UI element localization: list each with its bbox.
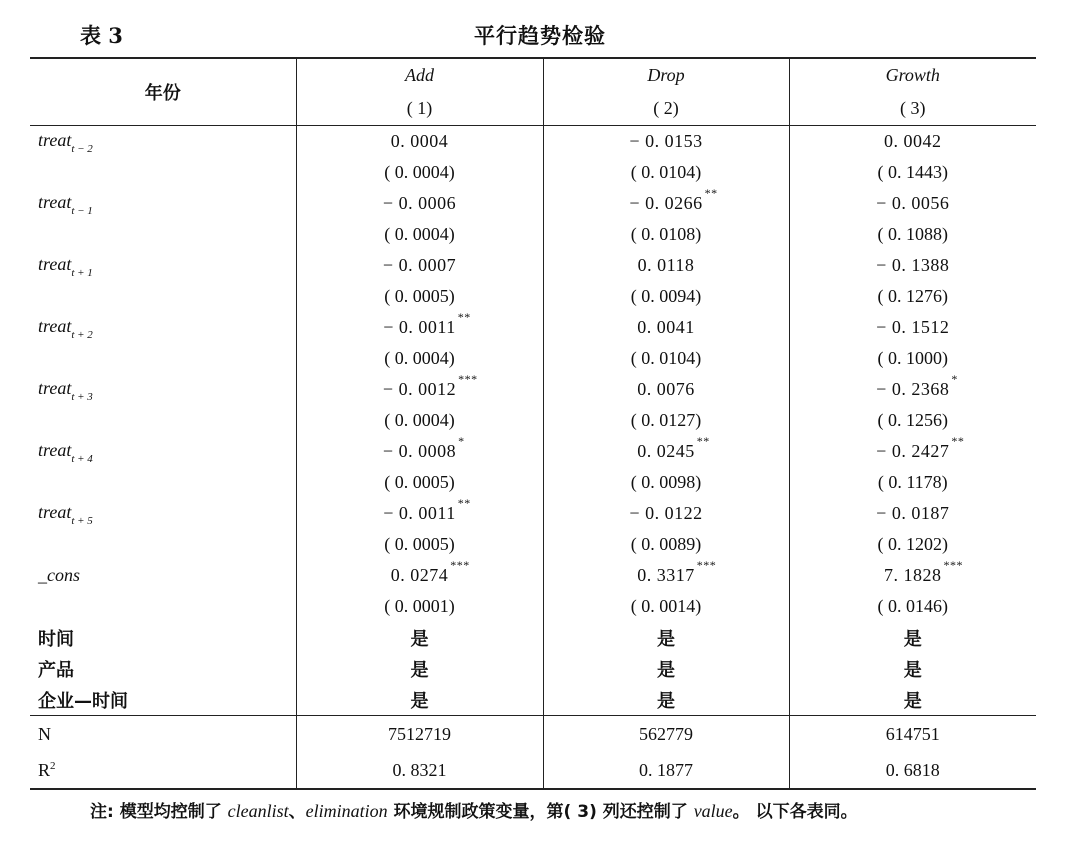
coef-value: 0. 0076 [637,379,695,399]
stat-label-superscript: 2 [50,759,56,772]
empty-label-cell [30,405,296,436]
row-label [30,312,296,343]
coef-value: − 0. 0122 [629,503,703,523]
row-label-base: treat [38,129,72,150]
stat-value: 614751 [789,716,1036,753]
row-label-subscript: t + 3 [71,391,93,404]
coef-value: − 0. 2427 [876,441,950,461]
coef-row [30,498,1036,529]
control-value: 是 [296,653,543,684]
se-cell: ( 0. 0001) [296,591,543,622]
coef-value-wrap [876,503,949,524]
coef-value-wrap [876,372,958,400]
se-cell: ( 0. 0089) [543,529,789,560]
coef-cell [543,250,789,281]
coef-cell [543,188,789,219]
coef-value-wrap [638,255,695,276]
coef-row [30,250,1036,281]
coef-value: − 0. 2368 [876,379,950,399]
se-cell: ( 0. 0005) [296,529,543,560]
coef-cell [543,312,789,343]
se-cell: ( 0. 0004) [296,157,543,188]
table-note [90,797,858,822]
se-cell: ( 0. 1276) [877,286,948,306]
stat-label [30,752,296,789]
significance-stars: ** [704,186,718,200]
control-value: 是 [296,622,543,653]
coef-value: 0. 0274 [390,565,449,585]
coef-cell [543,498,789,529]
header-col-1-num: ( 1) [296,92,543,126]
row-label-subscript: t + 1 [71,267,93,280]
coef-row [30,374,1036,405]
se-row [30,343,1036,374]
stat-label [30,716,296,753]
stat-row [30,752,1036,789]
control-value: 是 [543,684,789,716]
coef-value: 0. 0004 [390,131,449,151]
significance-stars: * [458,434,465,448]
row-label-subscript: t + 2 [71,329,93,342]
coef-value-wrap [629,131,702,152]
control-label: 产品 [30,653,296,684]
row-label-base: treat [38,439,72,460]
header-col-3-name: Growth [789,58,1036,92]
coef-value: − 0. 0006 [382,193,457,213]
empty-label-cell [30,281,296,312]
coef-value-wrap [390,558,470,586]
row-label-subscript: t − 2 [71,143,93,156]
coef-value: 0. 0042 [884,131,942,151]
header-col-3-num: ( 3) [789,92,1036,126]
coef-cell [296,560,543,591]
coef-value: − 0. 0012 [382,379,457,399]
coef-value-wrap [383,193,456,214]
row-label [30,250,296,281]
stat-value: 7512719 [296,716,543,753]
control-value: 是 [903,690,922,712]
significance-stars: *** [943,558,963,572]
note-middle: 环境规制政策变量，第( 3) 列还控制了 [387,802,694,822]
note-var-value: value [693,801,733,821]
empty-label-cell [30,157,296,188]
control-row [30,653,1036,684]
coef-cell [789,312,1036,343]
se-cell: ( 0. 0004) [296,405,543,436]
empty-label-cell [30,343,296,374]
coef-value-wrap [884,131,942,152]
coef-value-wrap [382,434,465,462]
row-label [30,188,296,219]
header-col-1-name: Add [296,58,543,92]
control-label: 企业—时间 [30,684,296,716]
coef-value-wrap [629,186,718,214]
coef-row [30,312,1036,343]
significance-stars: * [951,372,958,386]
se-cell: ( 0. 0104) [543,157,789,188]
stat-value: 0. 6818 [789,752,1036,789]
coef-value: − 0. 0187 [876,503,950,523]
coef-value-wrap [637,558,717,586]
se-row [30,157,1036,188]
row-label-base: treat [38,315,72,336]
significance-stars: *** [696,558,717,572]
regression-table [30,57,1036,790]
coef-cell [543,436,789,467]
coef-cell [543,374,789,405]
se-row [30,281,1036,312]
coef-cell [296,188,543,219]
note-separator: 、 [288,802,306,822]
coef-value: − 0. 0266 [629,193,703,213]
note-prefix: 注: 模型均控制了 [90,802,228,822]
coef-value-wrap [884,558,963,586]
stat-label-text: N [38,723,51,744]
row-label-base: treat [38,191,72,212]
header-col-2-name: Drop [543,58,789,92]
coef-value-wrap [637,317,695,338]
se-cell: ( 0. 0014) [543,591,789,622]
significance-stars: ** [457,496,471,510]
row-label [30,560,296,591]
se-cell: ( 0. 0005) [296,467,543,498]
note-var-elimination: elimination [305,801,388,821]
se-cell: ( 0. 0005) [296,281,543,312]
control-value: 是 [903,628,922,650]
control-value: 是 [543,653,789,684]
se-cell: ( 0. 0108) [543,219,789,250]
coef-cell [296,374,543,405]
header-year-label: 年份 [30,58,296,126]
coef-value-wrap [383,496,471,524]
coef-value: 7. 1828 [884,565,942,585]
coef-value: − 0. 1388 [876,255,950,275]
se-row [30,529,1036,560]
coef-value-wrap [391,131,449,152]
header-col-2-num: ( 2) [543,92,789,126]
coef-row [30,560,1036,591]
empty-label-cell [30,219,296,250]
se-row [30,405,1036,436]
row-label [30,126,296,158]
coef-cell [296,250,543,281]
se-cell: ( 0. 0146) [877,596,948,616]
se-cell: ( 0. 1000) [877,348,948,368]
stat-row [30,716,1036,753]
significance-stars: *** [458,372,478,386]
significance-stars: ** [951,434,965,448]
empty-label-cell [30,467,296,498]
se-cell: ( 0. 1443) [877,162,948,182]
se-row [30,591,1036,622]
coef-value: − 0. 0011 [383,317,456,337]
se-cell: ( 0. 0004) [296,219,543,250]
coef-value: − 0. 0008 [382,441,457,461]
significance-stars: ** [457,310,471,324]
row-label-subscript: t + 5 [71,515,93,528]
table-title: 平行趋势检验 [474,23,606,48]
row-label-subscript: t − 1 [71,205,93,218]
coef-value: 0. 0118 [637,255,695,275]
coef-value: − 0. 1512 [876,317,950,337]
coef-value-wrap [383,255,456,276]
coef-value-wrap [876,317,949,338]
se-cell: ( 0. 1256) [877,410,948,430]
coef-value-wrap [876,434,965,462]
row-label-base: treat [38,377,72,398]
coef-row [30,436,1036,467]
coef-value-wrap [637,379,695,400]
row-label-subscript: t + 4 [71,453,93,466]
coef-value: 0. 0041 [637,317,695,337]
se-row [30,219,1036,250]
coef-cell [789,126,1036,158]
coef-cell [789,188,1036,219]
coef-value-wrap [383,310,471,338]
coef-value-wrap [876,193,949,214]
row-label [30,374,296,405]
coef-cell [296,436,543,467]
empty-label-cell [30,591,296,622]
stat-label-text: R [38,759,51,780]
header-row-names [30,58,1036,92]
note-suffix: 。 以下各表同。 [732,802,858,822]
coef-cell [789,560,1036,591]
row-label [30,436,296,467]
coef-value: − 0. 0153 [629,131,703,151]
table-caption-label: 表 3 [80,23,123,48]
coef-cell [296,312,543,343]
se-row [30,467,1036,498]
se-cell: ( 0. 1088) [877,224,948,244]
se-cell: ( 0. 0127) [543,405,789,436]
coef-cell [789,436,1036,467]
row-label-base: treat [38,501,72,522]
row-label-base: treat [38,253,72,274]
se-cell: ( 0. 0004) [296,343,543,374]
empty-label-cell [30,529,296,560]
coef-value: 0. 3317 [637,565,695,585]
control-value: 是 [903,659,922,681]
stat-value: 0. 1877 [543,752,789,789]
coef-row [30,126,1036,158]
se-cell: ( 0. 1202) [877,534,948,554]
control-row [30,684,1036,716]
coef-cell [543,560,789,591]
se-cell: ( 0. 0098) [543,467,789,498]
stat-value: 0. 8321 [296,752,543,789]
coef-cell [543,126,789,158]
se-cell: ( 0. 0104) [543,343,789,374]
coef-cell [789,374,1036,405]
control-value: 是 [543,622,789,653]
coef-value: − 0. 0007 [382,255,457,275]
se-cell: ( 0. 1178) [877,472,948,492]
coef-cell [296,126,543,158]
control-value: 是 [296,684,543,716]
stat-value: 562779 [543,716,789,753]
coef-value-wrap [876,255,949,276]
coef-value-wrap [629,503,702,524]
significance-stars: ** [696,434,710,448]
row-label-base: _cons [38,565,80,585]
coef-value: − 0. 0011 [383,503,456,523]
coef-value-wrap [382,372,478,400]
control-label: 时间 [30,622,296,653]
coef-cell [789,250,1036,281]
coef-value: − 0. 0056 [876,193,950,213]
control-row [30,622,1036,653]
coef-cell [296,498,543,529]
se-cell: ( 0. 0094) [543,281,789,312]
coef-cell [789,498,1036,529]
coef-row [30,188,1036,219]
note-var-cleanlist: cleanlist [227,801,289,821]
coef-value-wrap [637,434,710,462]
coef-value: 0. 0245 [637,441,695,461]
significance-stars: *** [450,558,470,572]
row-label [30,498,296,529]
